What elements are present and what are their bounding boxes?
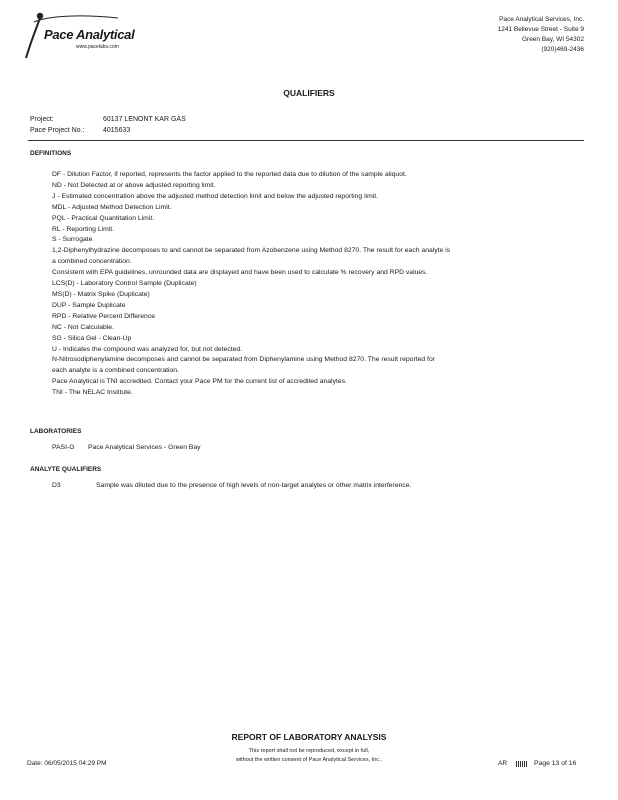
- definition-item: U - Indicates the compound was analyzed for, but not detected.: [52, 345, 243, 353]
- lab-code: PASI-G: [52, 444, 75, 451]
- company-phone: (920)469-2436: [541, 46, 584, 53]
- definition-item: RL - Reporting Limit.: [52, 225, 115, 233]
- pace-project-label: Pace Project No.:: [30, 127, 85, 134]
- barcode-icon: [516, 761, 528, 767]
- definition-item: MDL - Adjusted Method Detection Limit.: [52, 203, 172, 211]
- definition-item: N-Nitrosodiphenylamine decomposes and cannot be separated from Diphenylamine using Method 8270. The result reported for: [52, 356, 435, 364]
- lab-description: Pace Analytical Services - Green Bay: [88, 444, 201, 451]
- definition-item: PQL - Practical Quantitation Limit.: [52, 214, 155, 222]
- definition-item: NC - Not Calculable.: [52, 323, 114, 331]
- qualifier-code: D3: [52, 482, 61, 489]
- laboratories-heading: LABORATORIES: [30, 428, 82, 435]
- definition-item: Consistent with EPA guidelines, unrounded data are displayed and have been used to calculate % recovery and RPD values.: [52, 269, 428, 277]
- footer-mark: AR: [498, 760, 508, 767]
- page-number: Page 13 of 16: [534, 760, 577, 767]
- definition-item: LCS(D) - Laboratory Control Sample (Duplicate): [52, 280, 197, 288]
- company-city: Green Bay, WI 54302: [521, 36, 584, 43]
- company-street: 1241 Bellevue Street - Suite 9: [497, 26, 584, 33]
- definitions-list: [52, 170, 542, 399]
- header-divider: [28, 140, 584, 141]
- definition-item: RPD - Relative Percent Difference: [52, 312, 156, 320]
- definitions-heading: DEFINITIONS: [30, 150, 72, 157]
- project-value: 60137 LENONT KAR GAS: [103, 116, 186, 123]
- report-date: Date: 06/05/2015 04:29 PM: [27, 760, 107, 767]
- definition-item: TNI - The NELAC Institute.: [52, 389, 133, 397]
- project-label: Project:: [30, 116, 54, 123]
- definition-item: each analyte is a combined concentration.: [52, 367, 179, 375]
- pace-project-value: 4015633: [103, 127, 131, 134]
- definition-item: 1,2-Diphenylhydrazine decomposes to and cannot be separated from Azobenzene using Method 8270. The result for each analyte is: [52, 247, 451, 255]
- company-address: [498, 15, 584, 55]
- page-title: QUALIFIERS: [283, 88, 335, 98]
- report-note-line1: This report shall not be reproduced, except in full,: [248, 748, 370, 754]
- report-note-line2: without the written consent of Pace Analytical Services, Inc..: [235, 757, 383, 763]
- logo-url: www.pacelabs.com: [76, 44, 119, 50]
- report-title: REPORT OF LABORATORY ANALYSIS: [231, 732, 387, 742]
- definition-item: DUP - Sample Duplicate: [52, 301, 126, 309]
- definition-item: J - Estimated concentration above the adjusted method detection limit and below the adjusted reporting limit.: [52, 192, 379, 200]
- definition-item: S - Surrogate: [52, 236, 93, 244]
- analyte-qualifiers-heading: ANALYTE QUALIFIERS: [30, 466, 102, 473]
- definition-item: a combined concentration.: [52, 258, 132, 266]
- definition-item: MS(D) - Matrix Spike (Duplicate): [52, 290, 150, 298]
- definition-item: ND - Not Detected at or above adjusted reporting limit.: [52, 181, 216, 189]
- company-name: Pace Analytical Services, Inc.: [499, 16, 584, 23]
- logo-text: Pace Analytical: [44, 27, 135, 42]
- qualifier-description: Sample was diluted due to the presence of high levels of non-target analytes or other matrix interference.: [96, 482, 412, 489]
- definition-item: Pace Analytical is TNI accredited. Contact your Pace PM for the current list of accredited analytes.: [52, 378, 347, 386]
- definition-item: DF - Dilution Factor, if reported, represents the factor applied to the reported data due to dilution of the sample aliquot.: [52, 171, 407, 178]
- definition-item: SG - Silica Gel - Clean-Up: [52, 334, 132, 342]
